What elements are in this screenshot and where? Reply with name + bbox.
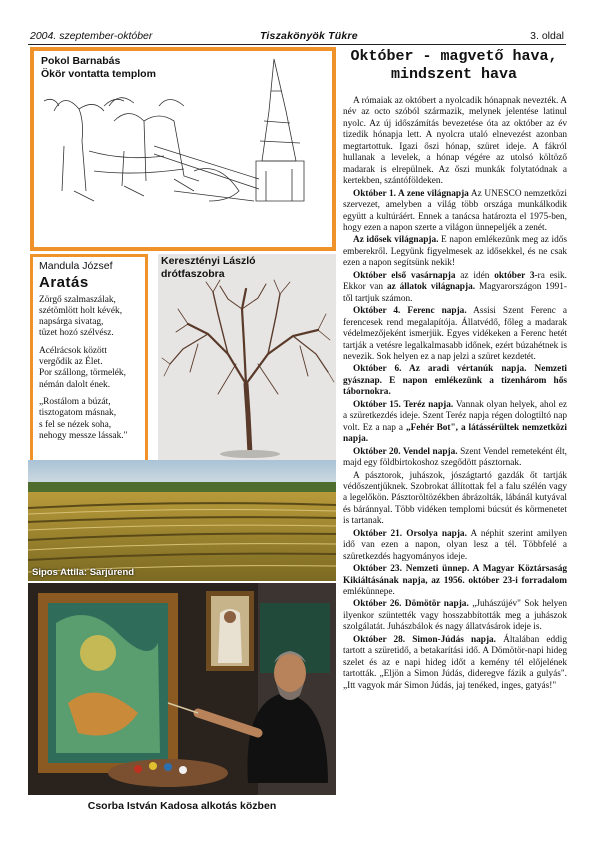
article-emphasis: Az idősek világnapja.: [353, 235, 439, 246]
poem-line: tüzet hozó szélvész.: [39, 328, 114, 339]
sketch-illustration: [30, 47, 336, 251]
article-paragraph: [343, 271, 567, 305]
field-image: [28, 460, 336, 581]
article-text: Szent Vendel remeteként élt, majd egy földbirtokoshoz szegődött pásztornak.: [343, 446, 567, 469]
poem-title: Aratás: [39, 274, 89, 292]
article-paragraph: [343, 189, 567, 235]
article-text: Általában eddig tartott a szüretidő, a betakarítási idő. A Dömötör-napi hideg szelet és az e napi hideg időt a kemény tél előjelének tartották. „Eljön a Simon Júdás, dideregve fázik a gulyás". „Itt vagyok már Simon Júdás, jaj tenéked, inges, gatyás!": [343, 634, 567, 691]
poem-line: Por szállong, törmelék,: [39, 368, 126, 379]
article-body: [343, 96, 567, 693]
tree-caption: Keresztényi László drótfaszobra: [161, 255, 256, 280]
poem-line: vergődik az Élet.: [39, 357, 103, 368]
article-paragraph: [343, 400, 567, 446]
article-paragraph: [343, 529, 567, 563]
article-paragraph: [343, 635, 567, 692]
painter-photo: [28, 583, 336, 795]
poem-line: s fel se nézek soha,: [39, 419, 112, 430]
poem-box: [30, 254, 148, 470]
article-text: emlékünnepe.: [343, 587, 395, 598]
article-paragraph: [343, 364, 567, 398]
article-paragraph: [343, 306, 567, 363]
article-paragraph: [343, 96, 567, 188]
poem-author: Mandula József: [39, 260, 113, 272]
painter-image: [28, 583, 336, 795]
article-text: Magyarországon 1991-től tartjuk számon.: [343, 282, 567, 304]
field-painting: [28, 460, 336, 581]
article-emphasis: Október 1. A zene világnapja: [353, 188, 469, 199]
article-text: Assisi Szent Ferenc a ferencesek rend megalapítója. Állatvédő, főleg a madarak védelmezőjeként ismerjük. Egyes vidékeken a Ferenc hetét tartják a vetésre legalkalmasabb időnek, ezért búzahétnek is nevezik. Sok helyen ez a nap jelzi a szüret kezdetét.: [343, 306, 567, 362]
wire-tree-image: [158, 254, 336, 460]
article-text: E napon emlékezünk meg az idős emberekről. Legyünk figyelmesek az idősekkel, és ne csak ezen a napon segítsünk nekik!: [343, 235, 567, 269]
issue-date: 2004. szeptember-október: [30, 30, 153, 42]
article-emphasis: Október 6. Az aradi vértanúk napja. Nemzeti gyásznap. E napon emlékezünk a tizenhárom hős tábornokra.: [343, 364, 567, 398]
article-text: ra esik. Ekkor van: [343, 270, 567, 293]
poem-line: tisztogatom másnak,: [39, 408, 117, 419]
article-paragraph: [343, 235, 567, 269]
article-emphasis: Október 21. Orsolya napja.: [353, 528, 467, 539]
field-caption: Sipos Attila: Sarjúrend: [32, 567, 135, 578]
article-emphasis: az állatok világnapja.: [386, 282, 476, 293]
article-emphasis: október 3-: [494, 270, 538, 281]
page-header: [28, 30, 566, 45]
poem-line: Acélrácsok között: [39, 345, 107, 356]
article-text: Az UNESCO nemzetközi szervezet, amelyben a világ több országa munkálkodik együtt a kultúráért. Ennek a tanácsa határozta el 1975-ben, hogy ezen a napon szerte a világon ünnepeljék a zenét.: [343, 188, 567, 233]
poem-stanza: [39, 397, 139, 442]
article-emphasis: Október 26. Dömötör napja.: [353, 599, 469, 610]
sketch-caption: Pokol Barnabás Ökör vontatta templom: [41, 55, 156, 80]
article-emphasis: „Fehér Bot", a látássérültek nemzetközi napja.: [343, 422, 567, 445]
painter-caption: Csorba István Kadosa alkotás közben: [87, 800, 277, 812]
article-emphasis: Október 28. Simon-Júdás napja.: [353, 634, 497, 645]
poem-line: napsárga sivatag,: [39, 317, 104, 328]
article-paragraph: [343, 564, 567, 598]
article-text: Vannak olyan helyek, ahol ez a szüretkezdés ideje. Szent Teréz napja régen dologtiltó nap volt. Ez a nap a: [343, 399, 567, 433]
article-emphasis: Október 15. Teréz napja.: [353, 399, 454, 410]
article-paragraph: [343, 471, 567, 528]
poem-stanza: [39, 346, 139, 391]
poem-line: nehogy messze lássak.": [39, 430, 128, 441]
article-paragraph: [343, 447, 567, 470]
article-paragraph: [343, 599, 567, 633]
poem-stanza: [39, 295, 139, 340]
publication-name: Tiszakönyök Tükre: [260, 30, 358, 42]
poem-line: Zörgő szalmaszálak,: [39, 294, 116, 305]
article-emphasis: Október 23. Nemzeti ünnep. A Magyar Köztársaság Kikiáltásának napja, az 1956. október 23-i forradalom: [343, 564, 567, 586]
article-text: A rómaiak az októbert a nyolcadik hónapnak nevezték. A név az octo szóból származik, melynek jelentése latinul nyolc. Az új időszámítás bevezetése óta az október az év tizedik hónapja lett. A nyolcra utaló elnevezést azonban megtartottuk. Igazi őszi hónap, szüret ideje. A fákról hullanak a levelek, a hónap végére az utolsó költöző madarak is elrepülnek. Az őszi munkák folytatódnak a kertekben, szántóföldeken.: [343, 96, 567, 187]
article-emphasis: Október első vasárnapja: [353, 270, 456, 281]
article-text: az idén: [455, 270, 495, 281]
page-number: 3. oldal: [530, 30, 564, 42]
article-title: Október - magvető hava, mindszent hava: [350, 48, 558, 83]
wire-tree-photo: [158, 254, 336, 460]
article-emphasis: Október 4. Ferenc napja.: [353, 306, 467, 317]
poem-line: némán dalolt ének.: [39, 379, 111, 390]
poem-line: szétömlött holt kévék,: [39, 305, 123, 316]
poem-line: „Rostálom a búzát,: [39, 396, 111, 407]
article-text: „Juhászújév" Sok helyen ilyenkor szüntették vagy hosszabbították meg a juhászok szolgálatát. Juhászbálok és nagy állatvásárok ideje is.: [343, 599, 568, 633]
article-text: A pásztorok, juhászok, jószágtartó gazdák őt tartják védőszentjüknek. Szobrokat állítottak fel a falu szélén vagy a legelőkön. Pásztoröltözékben ábrázolták, lábánál kutyával és báránnyal. Több vidéken templomi búcsút és körmenetet is tartanak.: [343, 470, 567, 527]
article-emphasis: Október 20. Vendel napja.: [353, 446, 458, 457]
article-text: A néphit szerint amilyen idő van ezen a napon, olyan lesz a tél. Többfelé a szüretkezdés hagyományos ideje.: [343, 528, 568, 562]
